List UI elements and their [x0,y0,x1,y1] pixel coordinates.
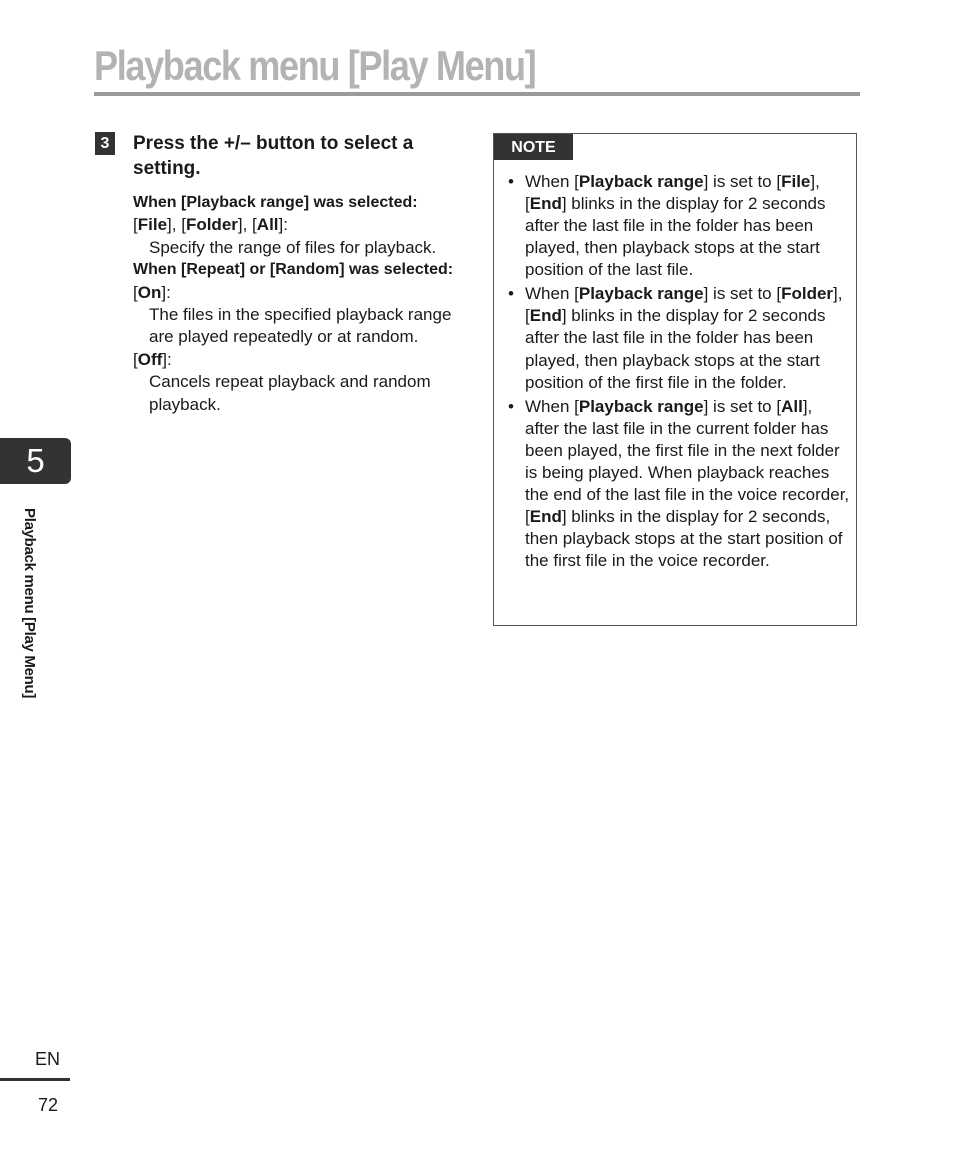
title-underline [94,92,860,96]
note-item: • When [Playback range] is set to [File], [End] blinks in the display for 2 seconds after the last file in the folder has been played, then playback stops at the start position of the last file. [508,172,826,280]
page-title: Playback menu [Play Menu] [94,42,536,89]
step-number-badge: 3 [95,132,115,155]
bullet-icon: • [508,284,514,304]
settings-description [133,192,468,416]
range-heading: When [Playback range] was selected: [133,194,418,211]
bullet-icon: • [508,396,514,416]
note-list [508,171,850,574]
off-option: [Off]: [133,349,172,369]
repeat-random-heading: When [Repeat] or [Random] was selected: [133,261,454,279]
chapter-side-label: Playback menu [Play Menu] [21,508,38,699]
step-heading: Press the +/– button to select a setting. [133,133,414,179]
on-option: [On]: [133,282,171,302]
note-label: NOTE [494,134,573,160]
note-box [493,133,857,626]
note-item: • When [Playback range] is set to [All], after the last file in the current folder has been played, the first file in the next folder is being played. When playback reaches the end of the last file in the voice recorder, [End] blinks in the display for 2 seconds, then playback stops at the start position of the first file in the voice recorder. [508,396,850,571]
footer-divider [0,1078,70,1081]
range-options: [File], [Folder], [All]: [133,215,288,235]
note-item: • When [Playback range] is set to [Folder], [End] blinks in the display for 2 seconds after the last file in the folder has been played, then playback stops at the start position of the first file in the folder. [508,284,843,392]
on-description: The files in the specified playback range are played repeatedly or at random. [149,305,452,347]
page-number: 72 [37,1095,58,1115]
range-description: Specify the range of files for playback. [149,237,437,257]
chapter-tab: 5 [0,438,71,484]
bullet-icon: • [508,172,514,191]
off-description: Cancels repeat playback and random playback. [149,372,431,414]
language-label: EN [34,1049,60,1069]
